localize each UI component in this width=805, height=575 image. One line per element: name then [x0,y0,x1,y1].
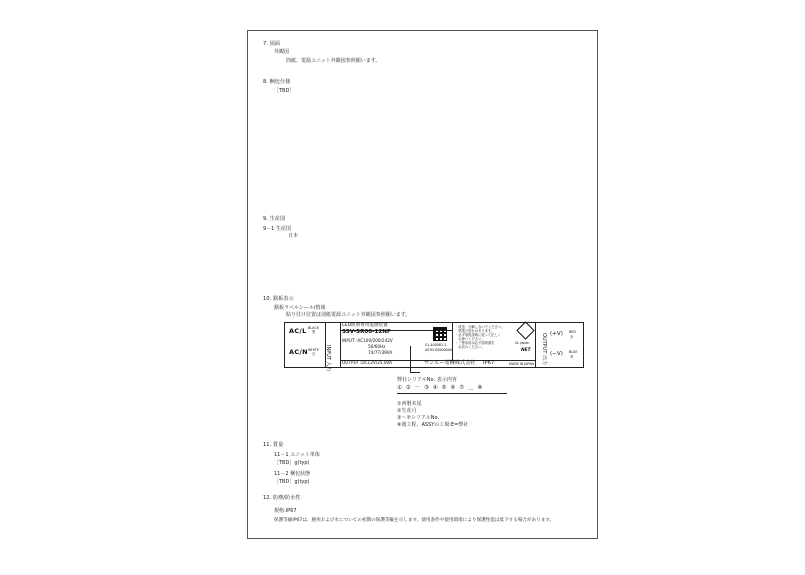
label-input-label: INPUT [342,338,355,343]
section-11-sub-2: 11－2 梱包状態 [274,471,311,477]
section-9-sub: 9－1 生産国 [263,226,291,232]
section-7-heading: 7. 図面 [263,41,280,47]
label-serial-small-2: ASYD-ES000000 [425,348,452,352]
section-11-sub-1: 11－1 ユニット単体 [274,452,320,458]
page-border-left [247,30,248,538]
serial-item-2: ②生産月 [397,408,417,414]
label-out-negative: (−V) [550,351,563,357]
section-7-text: 筒紙、電源ユニット外観図参照願います。 [286,58,381,64]
label-out-positive-color: RED [569,330,576,334]
label-maker: サンエー電機株式会社 [424,360,476,366]
section-10-text: 貼り付け位置は別紙電源ユニット外観図参照願います。 [286,312,411,318]
label-output-value: :DC12V/25.00A [360,360,393,365]
label-out-positive: (+V) [550,331,563,337]
section-11-value-2: ［TBD］g(typ) [274,479,310,485]
page-border-right [597,30,598,538]
label-acn-color-jp: 白 [312,352,316,356]
label-acl-color: BLACK [308,326,319,330]
page-border-bottom [247,538,598,539]
label-serial-small-1: S1-4000B1-1 [425,343,447,347]
serial-item-4: ⑧後工程、ASSYの工場:E=弊社 [397,422,469,428]
section-10-sub: 銘板ラベルシール/情報 [274,305,326,311]
label-warning-5: ・ご使用前は必ず説明書を [455,341,495,345]
label-warning-3: ・必ず取扱説明に従って正しく [455,333,502,337]
section-12-heading: 12. 防塵/防水性 [263,495,301,501]
label-acl-color-jp: 黒 [312,330,316,334]
label-input-va: 74/77/39VA [368,350,393,355]
section-11-value-1: ［TBD］g(typ) [274,460,310,466]
section-9-text: 日本 [288,233,299,239]
leader-line [410,372,420,373]
label-cert-logo-icon: NET [521,348,531,353]
leader-line [410,346,411,372]
page-border-top [247,30,598,31]
section-9-heading: 9. 生産国 [263,216,286,222]
section-12-line-2: 保護等級IP67は、塵埃および水についての初期の保護等級を示します。使用条件や使用環境により保護性能は低下する場合があります。 [274,518,555,523]
label-input-vertical: INPUT 入力 [325,345,331,372]
section-11-heading: 11. 質量 [263,442,284,448]
section-12-line-1: 規格:IP67 [274,508,297,514]
label-out-positive-color-jp: 赤 [570,335,574,339]
serial-digits: ① ② － ③ ④ ⑤ ⑥ ⑦ ＿ ⑧ [397,385,484,391]
section-8-heading: 8. 梱包仕様 [263,79,291,85]
label-warning-4: お使いください。 [455,337,485,341]
label-warning-2: 感電の恐れがあります。 [455,329,495,333]
label-model: SSV-SR00-12NF [342,329,391,335]
label-divider [452,323,453,360]
serial-item-1: ①西暦末尾 [397,401,422,407]
label-divider [535,323,536,367]
label-ip: IP67 [483,360,495,366]
label-out-negative-color-jp: 青 [570,355,574,359]
qr-code-icon [433,327,447,341]
label-warning-1: ・改造・分解しないでください。 [455,325,505,329]
label-ul-text: UL Japan [515,341,530,345]
label-product-type: LED照明専用電源装置 [342,323,388,328]
label-acl: AC/L [289,327,307,335]
label-output-vertical: OUTPUT 出力 [541,333,547,365]
section-8-text: ［TBD］ [274,88,295,94]
label-output-label: OUTPUT [342,360,360,365]
serial-item-3: ③～⑦シリアルNo. [397,415,440,421]
label-acn-color: WHITE [308,348,319,352]
label-warning-6: お読みください。 [455,345,485,349]
serial-underline [397,393,507,394]
label-input-voltage: :AC100/200/242V [356,338,393,343]
serial-title: 弊社シリアルNo. 表示内容 [397,377,457,383]
section-10-heading: 10. 銘板表示 [263,296,294,302]
section-7-sub: 外観図 [274,49,290,55]
label-out-negative-color: BLUE [569,350,578,354]
label-made-in: MADE IN JAPAN [509,362,534,366]
label-acn: AC/N [289,348,308,356]
label-input-hz: 50/60Hz [368,344,386,349]
